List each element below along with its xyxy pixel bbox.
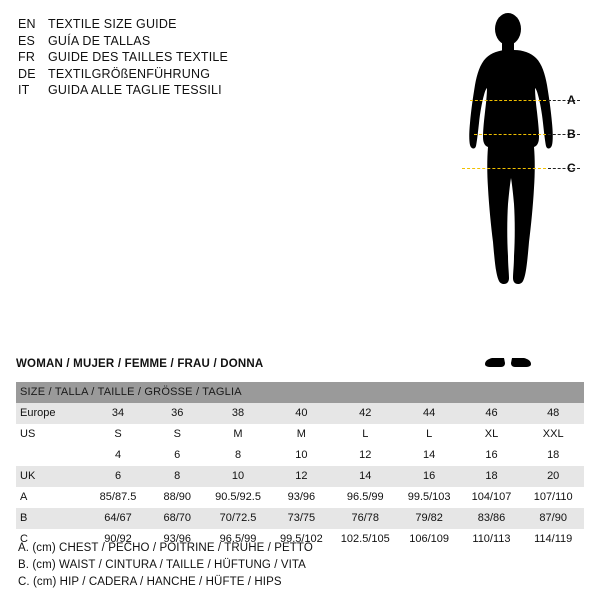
language-title: GUÍA DE TALLAS xyxy=(48,33,151,48)
cell: XL xyxy=(461,424,523,445)
cell: 16 xyxy=(461,445,523,466)
table-row xyxy=(16,508,584,529)
language-row xyxy=(18,66,318,83)
cell: 36 xyxy=(148,403,206,424)
table-row xyxy=(16,403,584,424)
legend-row-a: A. (cm) CHEST / PECHO / POITRINE / TRUHE / PETTO xyxy=(18,542,313,554)
legend-row-c: C. (cm) HIP / CADERA / HANCHE / HÜFTE / HIPS xyxy=(18,576,282,588)
cell: L xyxy=(333,424,398,445)
table-row xyxy=(16,445,584,466)
cell: 10 xyxy=(206,466,270,487)
language-title-list xyxy=(18,16,318,99)
cell: 6 xyxy=(88,466,149,487)
table-header-row xyxy=(16,382,584,403)
cell: 48 xyxy=(522,403,584,424)
cell: 79/82 xyxy=(398,508,461,529)
cell: 44 xyxy=(398,403,461,424)
cell: 14 xyxy=(398,445,461,466)
language-row xyxy=(18,82,318,99)
waist-measure-line xyxy=(474,134,546,135)
cell: 68/70 xyxy=(148,508,206,529)
row-label xyxy=(16,445,88,466)
cell: S xyxy=(88,424,149,445)
cell: 18 xyxy=(522,445,584,466)
cell: 16 xyxy=(398,466,461,487)
cell: 93/96 xyxy=(270,487,333,508)
cell: 8 xyxy=(206,445,270,466)
language-title: GUIDE DES TAILLES TEXTILE xyxy=(48,50,229,64)
row-label: A xyxy=(16,487,88,508)
cell: 20 xyxy=(522,466,584,487)
language-code: IT xyxy=(18,83,30,97)
row-label: B xyxy=(16,508,88,529)
cell: 93/96 xyxy=(148,529,206,550)
cell: 85/87.5 xyxy=(88,487,149,508)
legend-row-b: B. (cm) WAIST / CINTURA / TAILLE / HÜFTUNG / VITA xyxy=(18,559,306,571)
language-title: TEXTILGRÖßENFÜHRUNG xyxy=(48,66,211,81)
cell: 73/75 xyxy=(270,508,333,529)
cell: M xyxy=(206,424,270,445)
language-row xyxy=(18,16,318,33)
language-title: TEXTILE SIZE GUIDE xyxy=(48,17,177,31)
cell: 6 xyxy=(148,445,206,466)
cell: 64/67 xyxy=(88,508,149,529)
cell: 87/90 xyxy=(522,508,584,529)
cell: 96.5/99 xyxy=(206,529,270,550)
cell: 114/119 xyxy=(522,529,584,550)
size-table xyxy=(16,382,584,550)
cell: M xyxy=(270,424,333,445)
cell: 99.5/103 xyxy=(398,487,461,508)
row-label: UK xyxy=(16,466,88,487)
table-header-label: SIZE / TALLA / TAILLE / GRÖSSE / TAGLIA xyxy=(16,382,584,403)
table-row xyxy=(16,424,584,445)
body-figure xyxy=(430,8,590,368)
language-code: EN xyxy=(18,17,36,31)
cell: 88/90 xyxy=(148,487,206,508)
cell: 46 xyxy=(461,403,523,424)
cell: 96.5/99 xyxy=(333,487,398,508)
cell: 14 xyxy=(333,466,398,487)
table-row xyxy=(16,487,584,508)
cell: 107/110 xyxy=(522,487,584,508)
cell: 83/86 xyxy=(461,508,523,529)
chest-measure-line xyxy=(470,100,546,101)
cell: 10 xyxy=(270,445,333,466)
measurement-legend xyxy=(18,540,578,591)
language-code: ES xyxy=(18,33,36,48)
cell: 70/72.5 xyxy=(206,508,270,529)
language-title: GUIDA ALLE TAGLIE TESSILI xyxy=(48,83,222,97)
marker-label-b: B xyxy=(567,127,576,141)
cell: S xyxy=(148,424,206,445)
cell: L xyxy=(398,424,461,445)
marker-label-c: C xyxy=(567,161,576,175)
language-row xyxy=(18,33,318,50)
cell: 8 xyxy=(148,466,206,487)
row-label: Europe xyxy=(16,403,88,424)
cell: 12 xyxy=(333,445,398,466)
row-label: C xyxy=(16,529,88,550)
cell: 18 xyxy=(461,466,523,487)
language-row xyxy=(18,49,318,66)
woman-silhouette-icon xyxy=(430,8,590,368)
language-code: DE xyxy=(18,66,36,81)
cell: 40 xyxy=(270,403,333,424)
cell: 12 xyxy=(270,466,333,487)
cell: 42 xyxy=(333,403,398,424)
cell: 76/78 xyxy=(333,508,398,529)
cell: XXL xyxy=(522,424,584,445)
marker-label-a: A xyxy=(567,93,576,107)
cell: 102.5/105 xyxy=(333,529,398,550)
cell: 104/107 xyxy=(461,487,523,508)
cell: 90/92 xyxy=(88,529,149,550)
cell: 4 xyxy=(88,445,149,466)
table-caption: WOMAN / MUJER / FEMME / FRAU / DONNA xyxy=(16,358,264,370)
table-row xyxy=(16,466,584,487)
language-code: FR xyxy=(18,50,36,64)
cell: 34 xyxy=(88,403,149,424)
row-label: US xyxy=(16,424,88,445)
hip-measure-line xyxy=(462,168,546,169)
cell: 90.5/92.5 xyxy=(206,487,270,508)
cell: 110/113 xyxy=(461,529,523,550)
cell: 106/109 xyxy=(398,529,461,550)
cell: 38 xyxy=(206,403,270,424)
cell: 99.5/102 xyxy=(270,529,333,550)
